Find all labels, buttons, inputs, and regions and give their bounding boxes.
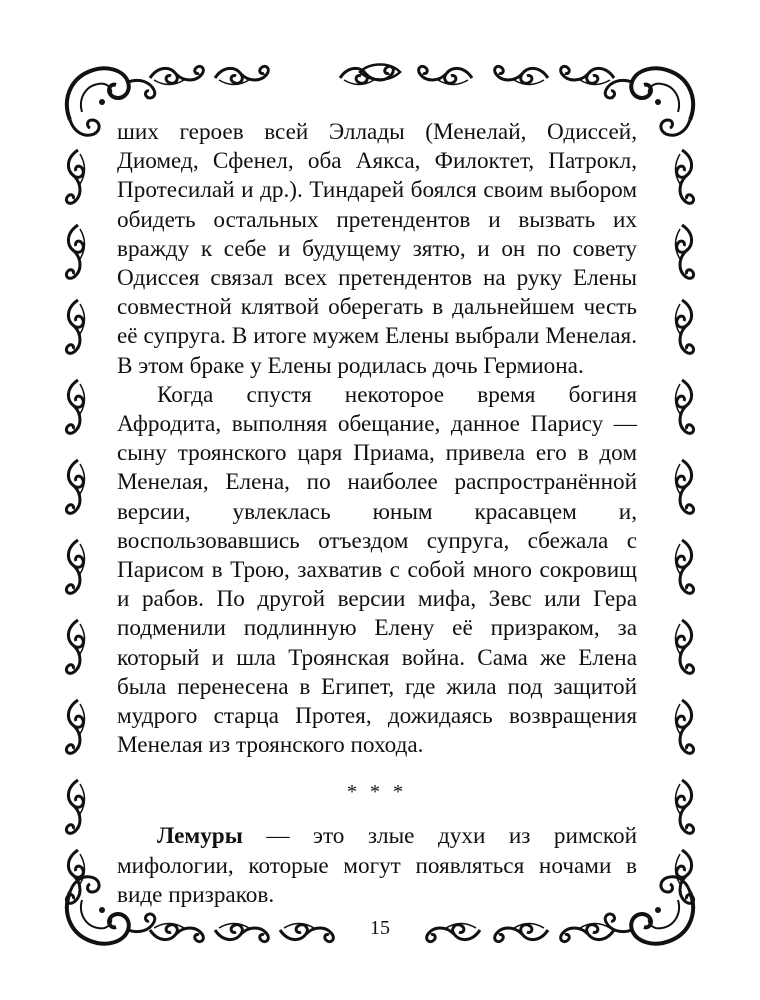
page-body	[117, 118, 637, 910]
section-separator: * * *	[347, 781, 407, 804]
page-number: 15	[370, 917, 390, 939]
definition-term: Лемуры	[157, 823, 243, 850]
paragraph-helen-paris: Когда спустя некоторое время богиня Афродита, выполняя обещание, данное Парису — сыну троянского царя Приама, привела его в дом Менелая, Елена, по наиболее распространённой версии, увлеклась юным красавцем и, воспользовавшись отъездом супруга, сбежала с Парисом в Трою, захватив с собой много сокровищ и рабов. По другой версии мифа, Зевс или Гера подменили подлинную Елену её призраком, за который и шла Троянская война. Сама же Елена была перенесена в Египет, где жила под защитой мудрого старца Протея, дожидаясь возвращения Менелая из троянского похода.	[117, 381, 637, 759]
paragraph-continuation: ших героев всей Эллады (Менелай, Одиссей, Диомед, Сфенел, оба Аякса, Филоктет, Патрокл, Протесилай и др.). Тиндарей боялся своим выбором обидеть остальных претендентов и вызвать их вражду к себе и будущему зятю, и он по совету Одиссея связал всех претендентов на руку Елены совместной клятвой оберегать в дальнейшем честь её супруга. В итоге мужем Елены выбрали Менелая. В этом браке у Елены родилась дочь Гермиона.	[117, 119, 637, 379]
definition-lemures	[117, 822, 637, 910]
definition-text: — это злые духи из римской мифологии, которые могут появляться ночами в виде призраков.	[117, 823, 637, 908]
